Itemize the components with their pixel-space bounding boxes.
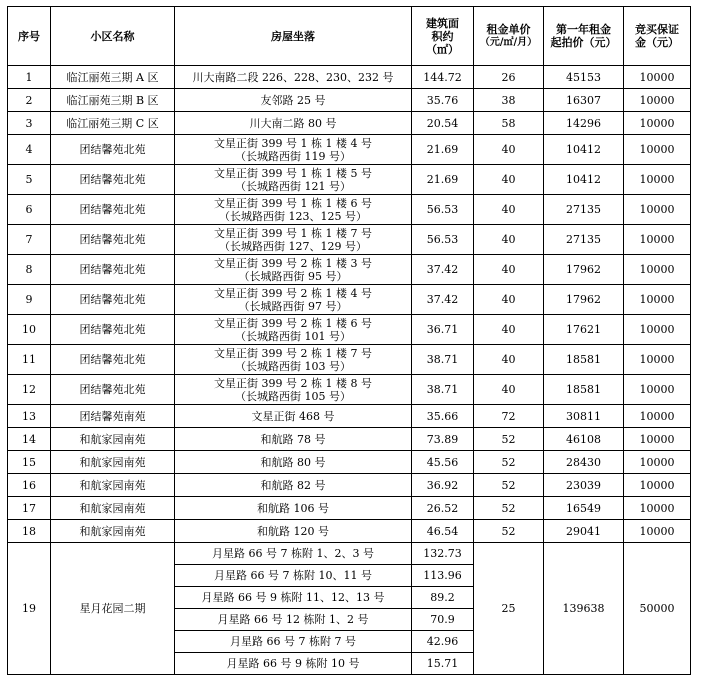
- address-alt-line: （长城路西街 101 号）: [235, 329, 351, 343]
- table-row: [8, 135, 691, 165]
- table-row: [8, 315, 691, 345]
- starting-rent: 46108: [544, 428, 624, 451]
- header-rent-line1: 第一年租金: [556, 23, 611, 36]
- address-cell: [175, 345, 412, 375]
- area-value: 26.52: [412, 497, 474, 520]
- row-no: 14: [8, 428, 51, 451]
- address-alt-line: （长城路西街 119 号）: [235, 149, 351, 163]
- row-no: 6: [8, 195, 51, 225]
- address-cell: [175, 255, 412, 285]
- row-no: 10: [8, 315, 51, 345]
- address-alt-line: （长城路西街 97 号）: [238, 299, 348, 313]
- row-no: 11: [8, 345, 51, 375]
- address-line: 和航路 80 号: [260, 455, 326, 469]
- deposit-amount: 10000: [624, 428, 691, 451]
- header-price-line1: 租金单价: [486, 23, 531, 36]
- unit-price: 52: [474, 497, 544, 520]
- header-area-line1: 建筑面: [426, 16, 459, 30]
- header-rent-line2: 起拍价（元）: [550, 36, 617, 49]
- community-name: 和航家园南苑: [51, 428, 175, 451]
- starting-rent: 17621: [544, 315, 624, 345]
- unit-price: 52: [474, 451, 544, 474]
- header-deposit: [624, 7, 691, 66]
- address-alt-line: （长城路西街 105 号）: [235, 389, 351, 403]
- unit-price: 52: [474, 428, 544, 451]
- address-cell: 月星路 66 号 9 栋附 10 号: [175, 653, 412, 675]
- starting-rent: 10412: [544, 165, 624, 195]
- area-value: 46.54: [412, 520, 474, 543]
- row-no: 17: [8, 497, 51, 520]
- table-row: [8, 165, 691, 195]
- community-name: 团结馨苑北苑: [51, 345, 175, 375]
- deposit-amount: 10000: [624, 135, 691, 165]
- address-line: 文星正街 399 号 2 栋 1 楼 3 号: [214, 256, 372, 270]
- deposit-amount: 10000: [624, 520, 691, 543]
- header-deposit-line1: 竞买保证: [635, 23, 679, 36]
- deposit-amount: 50000: [624, 543, 691, 675]
- address-cell: [175, 66, 412, 89]
- table-row: [8, 520, 691, 543]
- area-value: 20.54: [412, 112, 474, 135]
- unit-price: 40: [474, 375, 544, 405]
- unit-price: 40: [474, 255, 544, 285]
- address-alt-line: （长城路西街 123、125 号）: [219, 209, 367, 223]
- area-value: 42.96: [412, 631, 474, 653]
- address-line: 川大南二路 80 号: [249, 116, 337, 130]
- header-row: [8, 7, 691, 66]
- address-cell: [175, 165, 412, 195]
- deposit-amount: 10000: [624, 89, 691, 112]
- header-rent: [544, 7, 624, 66]
- starting-rent: 27135: [544, 195, 624, 225]
- area-value: 73.89: [412, 428, 474, 451]
- community-name: 临江丽苑三期 B 区: [51, 89, 175, 112]
- row-no: 19: [8, 543, 51, 675]
- address-cell: [175, 195, 412, 225]
- row-no: 7: [8, 225, 51, 255]
- address-line: 文星正街 399 号 2 栋 1 楼 7 号: [214, 346, 372, 360]
- address-cell: [175, 428, 412, 451]
- table-row: [8, 497, 691, 520]
- starting-rent: 45153: [544, 66, 624, 89]
- address-cell: [175, 285, 412, 315]
- area-value: 21.69: [412, 135, 474, 165]
- deposit-amount: 10000: [624, 497, 691, 520]
- address-cell: 月星路 66 号 7 栋附 10、11 号: [175, 565, 412, 587]
- area-value: 38.71: [412, 375, 474, 405]
- starting-rent: 16307: [544, 89, 624, 112]
- community-name: 团结馨苑北苑: [51, 165, 175, 195]
- address-cell: 月星路 66 号 12 栋附 1、2 号: [175, 609, 412, 631]
- table-row: [8, 66, 691, 89]
- header-address: 房屋坐落: [175, 7, 412, 66]
- community-name: 团结馨苑北苑: [51, 225, 175, 255]
- area-value: 144.72: [412, 66, 474, 89]
- deposit-amount: 10000: [624, 315, 691, 345]
- unit-price: 58: [474, 112, 544, 135]
- table-row: [8, 255, 691, 285]
- header-no: 序号: [8, 7, 51, 66]
- deposit-amount: 10000: [624, 405, 691, 428]
- starting-rent: 28430: [544, 451, 624, 474]
- unit-price: 40: [474, 135, 544, 165]
- community-name: 团结馨苑北苑: [51, 255, 175, 285]
- address-alt-line: （长城路西街 95 号）: [238, 269, 348, 283]
- address-cell: [175, 112, 412, 135]
- deposit-amount: 10000: [624, 285, 691, 315]
- address-cell: [175, 451, 412, 474]
- deposit-amount: 10000: [624, 255, 691, 285]
- row-no: 8: [8, 255, 51, 285]
- community-name: 团结馨苑北苑: [51, 285, 175, 315]
- table-row: [8, 451, 691, 474]
- row-no: 5: [8, 165, 51, 195]
- address-line: 文星正街 399 号 2 栋 1 楼 6 号: [214, 316, 372, 330]
- community-name: 团结馨苑北苑: [51, 195, 175, 225]
- row-no: 2: [8, 89, 51, 112]
- area-value: 113.96: [412, 565, 474, 587]
- area-value: 21.69: [412, 165, 474, 195]
- unit-price: 40: [474, 165, 544, 195]
- community-name: 和航家园南苑: [51, 497, 175, 520]
- deposit-amount: 10000: [624, 225, 691, 255]
- unit-price: 40: [474, 315, 544, 345]
- address-cell: 月星路 66 号 7 栋附 7 号: [175, 631, 412, 653]
- starting-rent: 14296: [544, 112, 624, 135]
- deposit-amount: 10000: [624, 451, 691, 474]
- unit-price: 40: [474, 195, 544, 225]
- row-no: 3: [8, 112, 51, 135]
- area-value: 36.71: [412, 315, 474, 345]
- area-value: 36.92: [412, 474, 474, 497]
- row-no: 18: [8, 520, 51, 543]
- table-row: [8, 285, 691, 315]
- starting-rent: 18581: [544, 375, 624, 405]
- address-line: 和航路 120 号: [257, 524, 329, 538]
- community-name: 和航家园南苑: [51, 520, 175, 543]
- row-no: 9: [8, 285, 51, 315]
- unit-price: 52: [474, 520, 544, 543]
- address-cell: [175, 405, 412, 428]
- starting-rent: 10412: [544, 135, 624, 165]
- address-alt-line: （长城路西街 103 号）: [235, 359, 351, 373]
- starting-rent: 23039: [544, 474, 624, 497]
- deposit-amount: 10000: [624, 375, 691, 405]
- header-area: [412, 7, 474, 66]
- row-no: 4: [8, 135, 51, 165]
- starting-rent: 17962: [544, 255, 624, 285]
- header-price: [474, 7, 544, 66]
- address-cell: [175, 375, 412, 405]
- table-row: [8, 195, 691, 225]
- area-value: 70.9: [412, 609, 474, 631]
- unit-price: 38: [474, 89, 544, 112]
- unit-price: 26: [474, 66, 544, 89]
- starting-rent: 30811: [544, 405, 624, 428]
- starting-rent: 17962: [544, 285, 624, 315]
- community-name: 临江丽苑三期 C 区: [51, 112, 175, 135]
- address-line: 文星正街 399 号 1 栋 1 楼 7 号: [214, 226, 372, 240]
- starting-rent: 27135: [544, 225, 624, 255]
- header-area-line3: （㎡）: [426, 42, 459, 56]
- community-name: 和航家园南苑: [51, 451, 175, 474]
- row-no: 16: [8, 474, 51, 497]
- row-no: 13: [8, 405, 51, 428]
- unit-price: 40: [474, 285, 544, 315]
- table-row: [8, 474, 691, 497]
- deposit-amount: 10000: [624, 165, 691, 195]
- table-row: [8, 225, 691, 255]
- table-row: [8, 375, 691, 405]
- address-line: 文星正街 399 号 1 栋 1 楼 6 号: [214, 196, 372, 210]
- address-cell: 月星路 66 号 7 栋附 1、2、3 号: [175, 543, 412, 565]
- address-cell: [175, 225, 412, 255]
- area-value: 132.73: [412, 543, 474, 565]
- area-value: 37.42: [412, 255, 474, 285]
- unit-price: 25: [474, 543, 544, 675]
- area-value: 38.71: [412, 345, 474, 375]
- address-cell: [175, 89, 412, 112]
- address-line: 文星正街 468 号: [251, 409, 335, 423]
- header-price-line2: （元/㎡/月）: [479, 37, 538, 48]
- deposit-amount: 10000: [624, 195, 691, 225]
- table-row: [8, 428, 691, 451]
- address-line: 川大南路二段 226、228、230、232 号: [192, 70, 394, 84]
- address-line: 文星正街 399 号 1 栋 1 楼 5 号: [214, 166, 372, 180]
- header-area-line2: 积约: [431, 29, 454, 43]
- row-no: 1: [8, 66, 51, 89]
- header-deposit-line2: 金（元）: [635, 36, 679, 49]
- address-cell: 月星路 66 号 9 栋附 11、12、13 号: [175, 587, 412, 609]
- starting-rent: 16549: [544, 497, 624, 520]
- table-row: [8, 345, 691, 375]
- area-value: 56.53: [412, 225, 474, 255]
- row-no: 15: [8, 451, 51, 474]
- area-value: 89.2: [412, 587, 474, 609]
- address-line: 文星正街 399 号 2 栋 1 楼 4 号: [214, 286, 372, 300]
- community-name: 团结馨苑北苑: [51, 375, 175, 405]
- table-row: [8, 405, 691, 428]
- community-name: 星月花园二期: [51, 543, 175, 675]
- rental-auction-table: [7, 6, 691, 675]
- table-body: [8, 66, 691, 675]
- starting-rent: 29041: [544, 520, 624, 543]
- address-cell: [175, 497, 412, 520]
- community-name: 团结馨苑南苑: [51, 405, 175, 428]
- table-row: [8, 112, 691, 135]
- address-cell: [175, 315, 412, 345]
- community-name: 团结馨苑北苑: [51, 315, 175, 345]
- area-value: 35.76: [412, 89, 474, 112]
- address-line: 和航路 106 号: [257, 501, 329, 515]
- deposit-amount: 10000: [624, 112, 691, 135]
- starting-rent: 18581: [544, 345, 624, 375]
- area-value: 35.66: [412, 405, 474, 428]
- address-alt-line: （长城路西街 121 号）: [235, 179, 351, 193]
- address-line: 文星正街 399 号 2 栋 1 楼 8 号: [214, 376, 372, 390]
- starting-rent: 139638: [544, 543, 624, 675]
- header-community: 小区名称: [51, 7, 175, 66]
- address-line: 和航路 82 号: [260, 478, 326, 492]
- deposit-amount: 10000: [624, 345, 691, 375]
- address-line: 友邻路 25 号: [260, 93, 326, 107]
- unit-price: 40: [474, 345, 544, 375]
- row-no: 12: [8, 375, 51, 405]
- area-value: 56.53: [412, 195, 474, 225]
- address-alt-line: （长城路西街 127、129 号）: [219, 239, 367, 253]
- unit-price: 52: [474, 474, 544, 497]
- community-name: 团结馨苑北苑: [51, 135, 175, 165]
- address-line: 文星正街 399 号 1 栋 1 楼 4 号: [214, 136, 372, 150]
- area-value: 45.56: [412, 451, 474, 474]
- area-value: 37.42: [412, 285, 474, 315]
- deposit-amount: 10000: [624, 66, 691, 89]
- unit-price: 40: [474, 225, 544, 255]
- address-line: 和航路 78 号: [260, 432, 326, 446]
- deposit-amount: 10000: [624, 474, 691, 497]
- community-name: 和航家园南苑: [51, 474, 175, 497]
- address-cell: [175, 135, 412, 165]
- unit-price: 72: [474, 405, 544, 428]
- table-row: [8, 543, 691, 565]
- table-row: [8, 89, 691, 112]
- community-name: 临江丽苑三期 A 区: [51, 66, 175, 89]
- area-value: 15.71: [412, 653, 474, 675]
- address-cell: [175, 474, 412, 497]
- address-cell: [175, 520, 412, 543]
